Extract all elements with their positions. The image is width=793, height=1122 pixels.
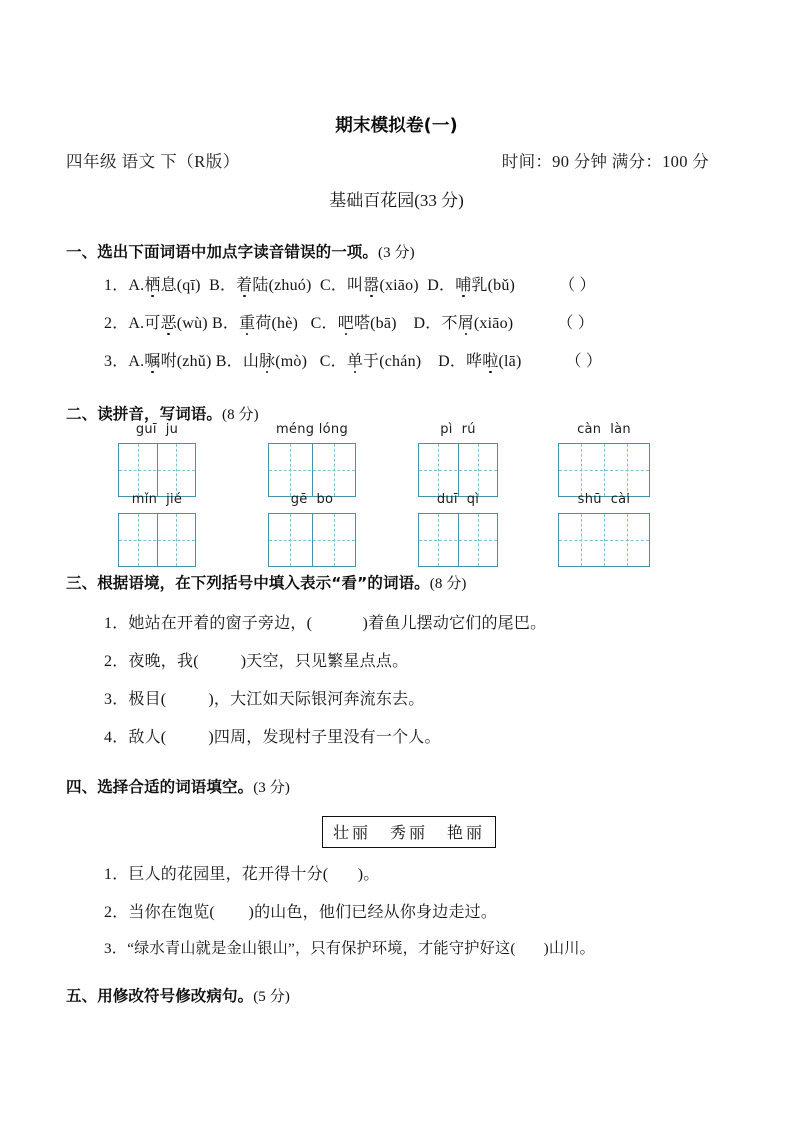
dotted-char: 恶 (161, 310, 177, 333)
tianzige-box[interactable] (268, 513, 356, 567)
dotted-char: 栖 (144, 272, 160, 295)
section-3-question-3 (104, 686, 424, 709)
choice-c-rest: 于(chán) (363, 353, 422, 370)
choice-d (438, 348, 521, 371)
pinyin-grid-1 (118, 422, 196, 497)
syllable-2: cài (610, 492, 631, 507)
dotted-char: 啦 (482, 348, 498, 371)
choice-a-label: A. (128, 353, 145, 370)
tianzige-cell[interactable] (119, 514, 157, 566)
choice-a-label: A. (128, 277, 145, 294)
choice-d (427, 272, 515, 295)
choice-c-rest: (xiāo) (379, 277, 419, 294)
choice-a (128, 310, 207, 333)
choice-d-label: D． (427, 277, 456, 294)
q-number: 3． (104, 940, 128, 957)
pinyin-grid-5 (118, 492, 196, 567)
dotted-char: 重 (239, 310, 255, 333)
dotted-char: 嚣 (363, 272, 379, 295)
choice-b-rest: 荷(hè) (255, 315, 299, 332)
syllable-1: mǐn (131, 492, 158, 507)
dotted-char: 吧 (338, 310, 354, 333)
pinyin-label-8 (558, 492, 650, 507)
tianzige-cell[interactable] (604, 514, 650, 566)
section-1-heading (66, 240, 415, 262)
tianzige-cell[interactable] (119, 444, 157, 496)
q-text-after: )的山色，他们已经从你身边走过。 (248, 904, 498, 921)
pinyin-label-1 (118, 422, 196, 437)
q-text-after: )。 (357, 866, 380, 883)
choice-b-label: B． (212, 315, 240, 332)
section-5-points: (5 分) (253, 989, 290, 1005)
pinyin-label-2 (268, 422, 356, 437)
pinyin-label-6 (268, 492, 356, 507)
q-text-after: )着鱼儿摆动它们的尾巴。 (362, 615, 547, 632)
tianzige-box[interactable] (558, 443, 650, 497)
section-3-question-4 (104, 724, 441, 747)
q-text-after: )，大江如天际银河奔流东去。 (208, 691, 425, 708)
tianzige-cell[interactable] (458, 444, 498, 496)
q-text-after: )山川。 (543, 940, 596, 957)
pinyin-grid-4 (558, 422, 650, 497)
tianzige-cell[interactable] (559, 514, 604, 566)
answer-blank[interactable] (199, 653, 241, 670)
choice-c (320, 348, 422, 371)
choice-d-rest: 乳(bǔ) (471, 277, 516, 294)
syllable-1: pì (440, 422, 453, 437)
answer-blank[interactable] (328, 866, 357, 883)
choice-c (311, 310, 397, 333)
tianzige-cell[interactable] (312, 514, 356, 566)
syllable-2: jié (166, 492, 183, 507)
section-3-heading (66, 571, 467, 593)
section-4-question-2 (104, 899, 497, 922)
answer-blank[interactable] (516, 940, 544, 957)
section-4-heading (66, 775, 290, 797)
q-text-before: 极目( (128, 691, 167, 708)
choice-d-rest: (lā) (498, 353, 522, 370)
tianzige-box[interactable] (268, 443, 356, 497)
choice-b-rest: 陆(zhuó) (252, 277, 312, 294)
tianzige-cell[interactable] (458, 514, 498, 566)
q-text-before: 夜晚，我( (128, 653, 199, 670)
choice-b-lead: 山 (242, 353, 260, 370)
q-text-before: 巨人的花园里，花开得十分( (128, 866, 329, 883)
syllable-1: duī (436, 492, 458, 507)
q-number: 1． (104, 615, 129, 632)
syllable-1: gē (290, 492, 308, 507)
choice-b (209, 272, 311, 295)
section-1-question-1 (104, 272, 596, 295)
choice-c-label: C． (319, 353, 347, 370)
tianzige-cell[interactable] (269, 514, 312, 566)
section-3-points: (8 分) (429, 576, 467, 592)
tianzige-cell[interactable] (559, 444, 604, 496)
tianzige-cell[interactable] (419, 514, 458, 566)
choice-d-label: D． (413, 315, 442, 332)
grade-subject-label: 四年级 语文 下（R版） (66, 152, 240, 171)
section-band-title: 基础百花园(33 分) (329, 191, 464, 210)
tianzige-cell[interactable] (157, 514, 196, 566)
pinyin-label-5 (118, 492, 196, 507)
q-number: 2． (104, 904, 129, 921)
section-4-question-1 (104, 861, 379, 884)
section-2-heading (66, 402, 259, 424)
syllable-1: guī (135, 422, 157, 437)
q-number: 3． (104, 691, 129, 708)
tianzige-box[interactable] (118, 443, 196, 497)
section-5-heading (66, 984, 290, 1006)
choice-c-rest: 嗒(bā) (353, 315, 397, 332)
word-bank-box: 壮丽 秀丽 艳丽 (322, 816, 496, 848)
pinyin-grid-7 (418, 492, 498, 567)
q-number: 1． (104, 277, 129, 294)
choice-b (212, 310, 298, 333)
section-4-points: (3 分) (253, 780, 290, 796)
choice-b-label: B． (209, 277, 237, 294)
pinyin-grid-6 (268, 492, 356, 567)
q-number: 3． (104, 353, 129, 370)
choice-a (128, 348, 211, 371)
q-number: 4． (104, 729, 129, 746)
syllable-2: làn (610, 422, 631, 437)
section-3-question-1 (104, 610, 546, 633)
tianzige-cell[interactable] (419, 444, 458, 496)
syllable-2: bo (316, 492, 334, 507)
answer-parens[interactable]: （ ） (565, 353, 603, 370)
q-number: 2． (104, 315, 129, 332)
pinyin-grid-8 (558, 492, 650, 567)
q-text-after: )四周，发现村子里没有一个人。 (208, 729, 441, 746)
answer-blank[interactable] (312, 615, 362, 632)
answer-parens[interactable]: （ ） (559, 277, 596, 294)
pinyin-label-7 (418, 492, 498, 507)
pinyin-label-3 (418, 422, 498, 437)
answer-blank[interactable] (166, 729, 208, 746)
section-1-heading-text: 一、选出下面词语中加点字读音错误的一项。 (66, 243, 379, 261)
dotted-char: 脉 (259, 348, 275, 371)
meta-row (66, 148, 731, 172)
tianzige-box[interactable] (558, 513, 650, 567)
q-number: 2． (104, 653, 129, 670)
section-1-question-2 (104, 310, 594, 333)
page-title: 期末模拟卷(一) (335, 116, 458, 136)
choice-d-lead: 不 (441, 315, 458, 332)
choice-d-label: D． (438, 353, 467, 370)
tianzige-cell[interactable] (604, 444, 650, 496)
tianzige-cell[interactable] (312, 444, 356, 496)
tianzige-cell[interactable] (269, 444, 312, 496)
tianzige-box[interactable] (418, 443, 498, 497)
choice-d-rest: (xiāo) (473, 315, 514, 332)
choice-a-lead: 可 (144, 315, 161, 332)
choice-c-label: C． (319, 277, 348, 294)
answer-blank[interactable] (215, 904, 249, 921)
choice-c (320, 272, 419, 295)
syllable-1: méng (275, 422, 315, 437)
syllable-2: rú (461, 422, 476, 437)
dotted-char: 嘱 (144, 348, 160, 371)
q-text-before: 当你在饱览( (128, 904, 215, 921)
time-and-score-label: 时间：90 分钟 满分：100 分 (501, 152, 709, 171)
choice-a-label: A. (128, 315, 145, 332)
pinyin-grid-3 (418, 422, 498, 497)
syllable-2: qì (466, 492, 480, 507)
answer-blank[interactable] (166, 691, 208, 708)
choice-b-rest: (mò) (275, 353, 308, 370)
choice-a (128, 272, 200, 295)
q-text-before: “绿水青山就是金山银山”，只有保护环境，才能守护好这( (127, 940, 516, 957)
dotted-char: 单 (347, 348, 363, 371)
syllable-2: ju (165, 422, 179, 437)
q-text-before: 她站在开着的窗子旁边，( (128, 615, 313, 632)
syllable-2: lóng (318, 422, 349, 437)
choice-c-lead: 叫 (347, 277, 364, 294)
section-1-points: (3 分) (378, 245, 415, 261)
choice-a-rest: 咐(zhǔ) (160, 353, 212, 370)
choice-b (216, 348, 307, 371)
section-4-heading-text: 四、选择合适的词语填空。 (66, 778, 254, 796)
choice-d-lead: 哗 (466, 353, 483, 370)
tianzige-box[interactable] (118, 513, 196, 567)
section-2-heading-text: 二、读拼音，写词语。 (66, 405, 223, 423)
tianzige-box[interactable] (418, 513, 498, 567)
q-text-before: 敌人( (128, 729, 167, 746)
choice-b-label: B． (215, 353, 243, 370)
pinyin-label-4 (558, 422, 650, 437)
choice-d (414, 310, 514, 333)
section-1-question-3 (104, 348, 602, 371)
syllable-1: càn (577, 422, 602, 437)
dotted-char: 哺 (455, 272, 471, 295)
dotted-char: 屑 (458, 310, 474, 333)
syllable-1: shū (577, 492, 602, 507)
section-5-heading-text: 五、用修改符号修改病句。 (66, 987, 254, 1005)
choice-a-rest: 息(qī) (160, 277, 201, 294)
q-text-after: )天空，只见繁星点点。 (240, 653, 409, 670)
section-2-points: (8 分) (222, 407, 259, 423)
tianzige-cell[interactable] (157, 444, 196, 496)
answer-parens[interactable]: （ ） (557, 315, 594, 332)
section-3-heading-text: 三、根据语境，在下列括号中填入表示“看”的词语。 (66, 574, 430, 592)
section-4-question-3 (104, 937, 595, 958)
dotted-char: 着 (236, 272, 252, 295)
pinyin-grid-2 (268, 422, 356, 497)
section-3-question-2 (104, 648, 408, 671)
choice-c-label: C． (310, 315, 338, 332)
choice-a-rest: (wù) (176, 315, 208, 332)
q-number: 1． (104, 866, 129, 883)
